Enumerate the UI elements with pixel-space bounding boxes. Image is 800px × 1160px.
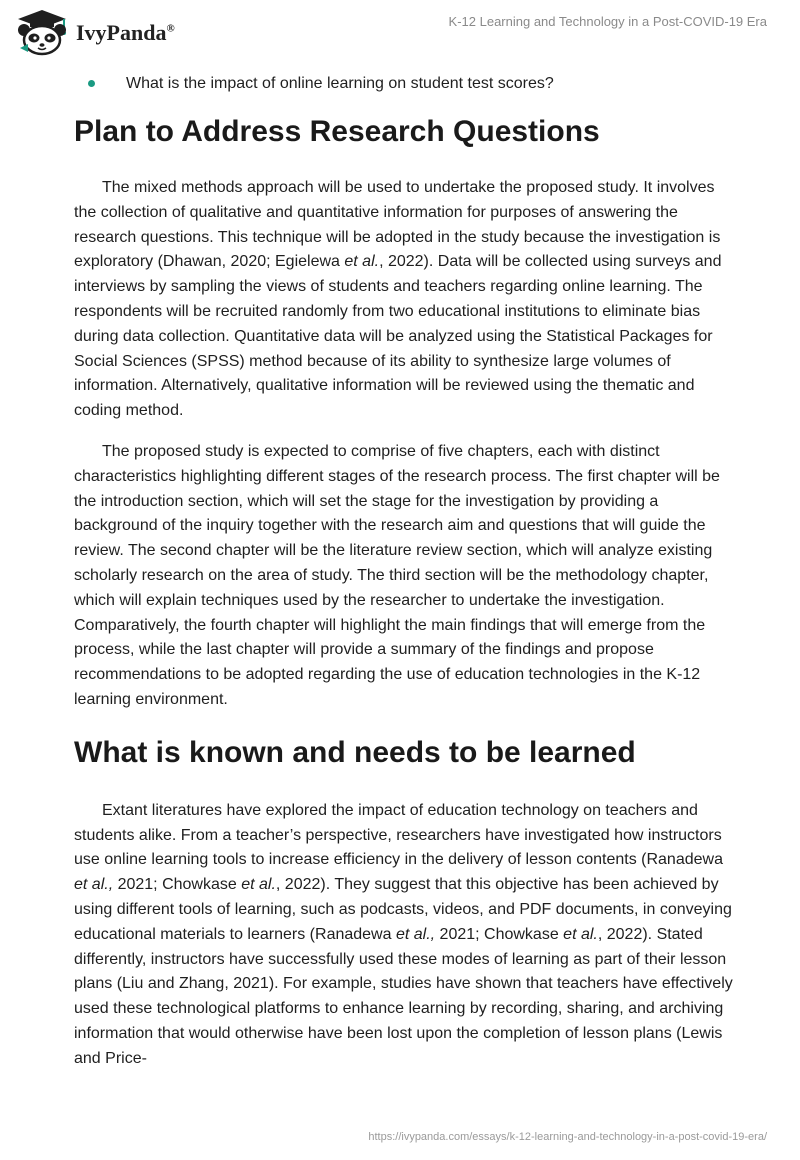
list-item bbox=[74, 72, 734, 96]
paragraph: The mixed methods approach will be used to undertake the proposed study. It involves the collection of qualitative and quantitative information for purposes of answering the research questions. This technique will be adopted in the study because the investigation is exploratory (Dhawan, 2020; Egielewa et al., 2022). Data will be collected using surveys and interviews by sampling the views of students and teachers regarding online learning. The respondents will be recruited randomly from two educational institutions to eliminate bias during data collection. Quantitative data will be analyzed using the Statistical Packages for Social Sciences (SPSS) method because of its ability to synthesize large volumes of information. Alternatively, qualitative information will be reviewed using the thematic and coding method. bbox=[74, 179, 722, 420]
panda-logo-icon bbox=[14, 8, 70, 56]
section-heading-plan: Plan to Address Research Questions bbox=[74, 115, 600, 148]
article-body bbox=[74, 70, 734, 1088]
brand-name: IvyPanda® bbox=[76, 20, 175, 45]
footer-url-link[interactable]: https://ivypanda.com/essays/k-12-learning-and-technology-in-a-post-covid-19-era/ bbox=[368, 1131, 767, 1143]
section-heading-known: What is known and needs to be learned bbox=[74, 735, 636, 769]
page-header bbox=[0, 0, 800, 60]
paragraph: Extant literatures have explored the impact of education technology on teachers and students alike. From a teacher’s perspective, researchers have investigated how instructors use online learning tools to increase efficiency in the delivery of lesson contents (Ranadewa et al., 2021; Chowkase et al., 2022). They suggest that this objective has been achieved by using different tools of learning, such as podcasts, videos, and PDF documents, in conveying educational materials to learners (Ranadewa et al., 2021; Chowkase et al., 2022). Stated differently, instructors have successfully used these modes of learning as part of their lesson plans (Liu and Zhang, 2021). For example, studies have shown that teachers have effectively used these technological platforms to enhance learning by recording, sharing, and archiving information that would otherwise have been lost upon the completion of lesson plans (Lewis and Price- bbox=[74, 801, 733, 1067]
paragraph: The proposed study is expected to comprise of five chapters, each with distinct characteristics highlighting different stages of the research process. The first chapter will be the introduction section, which will set the stage for the investigation by providing a background of the inquiry together with the research aim and questions that will guide the review. The second chapter will be the literature review section, which will analyze existing scholarly research on the area of study. The third section will be the methodology chapter, which will explain techniques used by the researcher to undertake the investigation. Comparatively, the fourth chapter will highlight the main findings that will emerge from the process, while the last chapter will provide a summary of the findings and propose recommendations to be adopted regarding the use of education technologies in the K-12 learning environment. bbox=[74, 442, 720, 708]
document-title: K-12 Learning and Technology in a Post-COVID-19 Era bbox=[448, 14, 767, 29]
brand-logo[interactable] bbox=[14, 8, 175, 56]
list-item-text: What is the impact of online learning on student test scores? bbox=[126, 75, 554, 92]
bullet-dot-icon bbox=[88, 80, 95, 87]
